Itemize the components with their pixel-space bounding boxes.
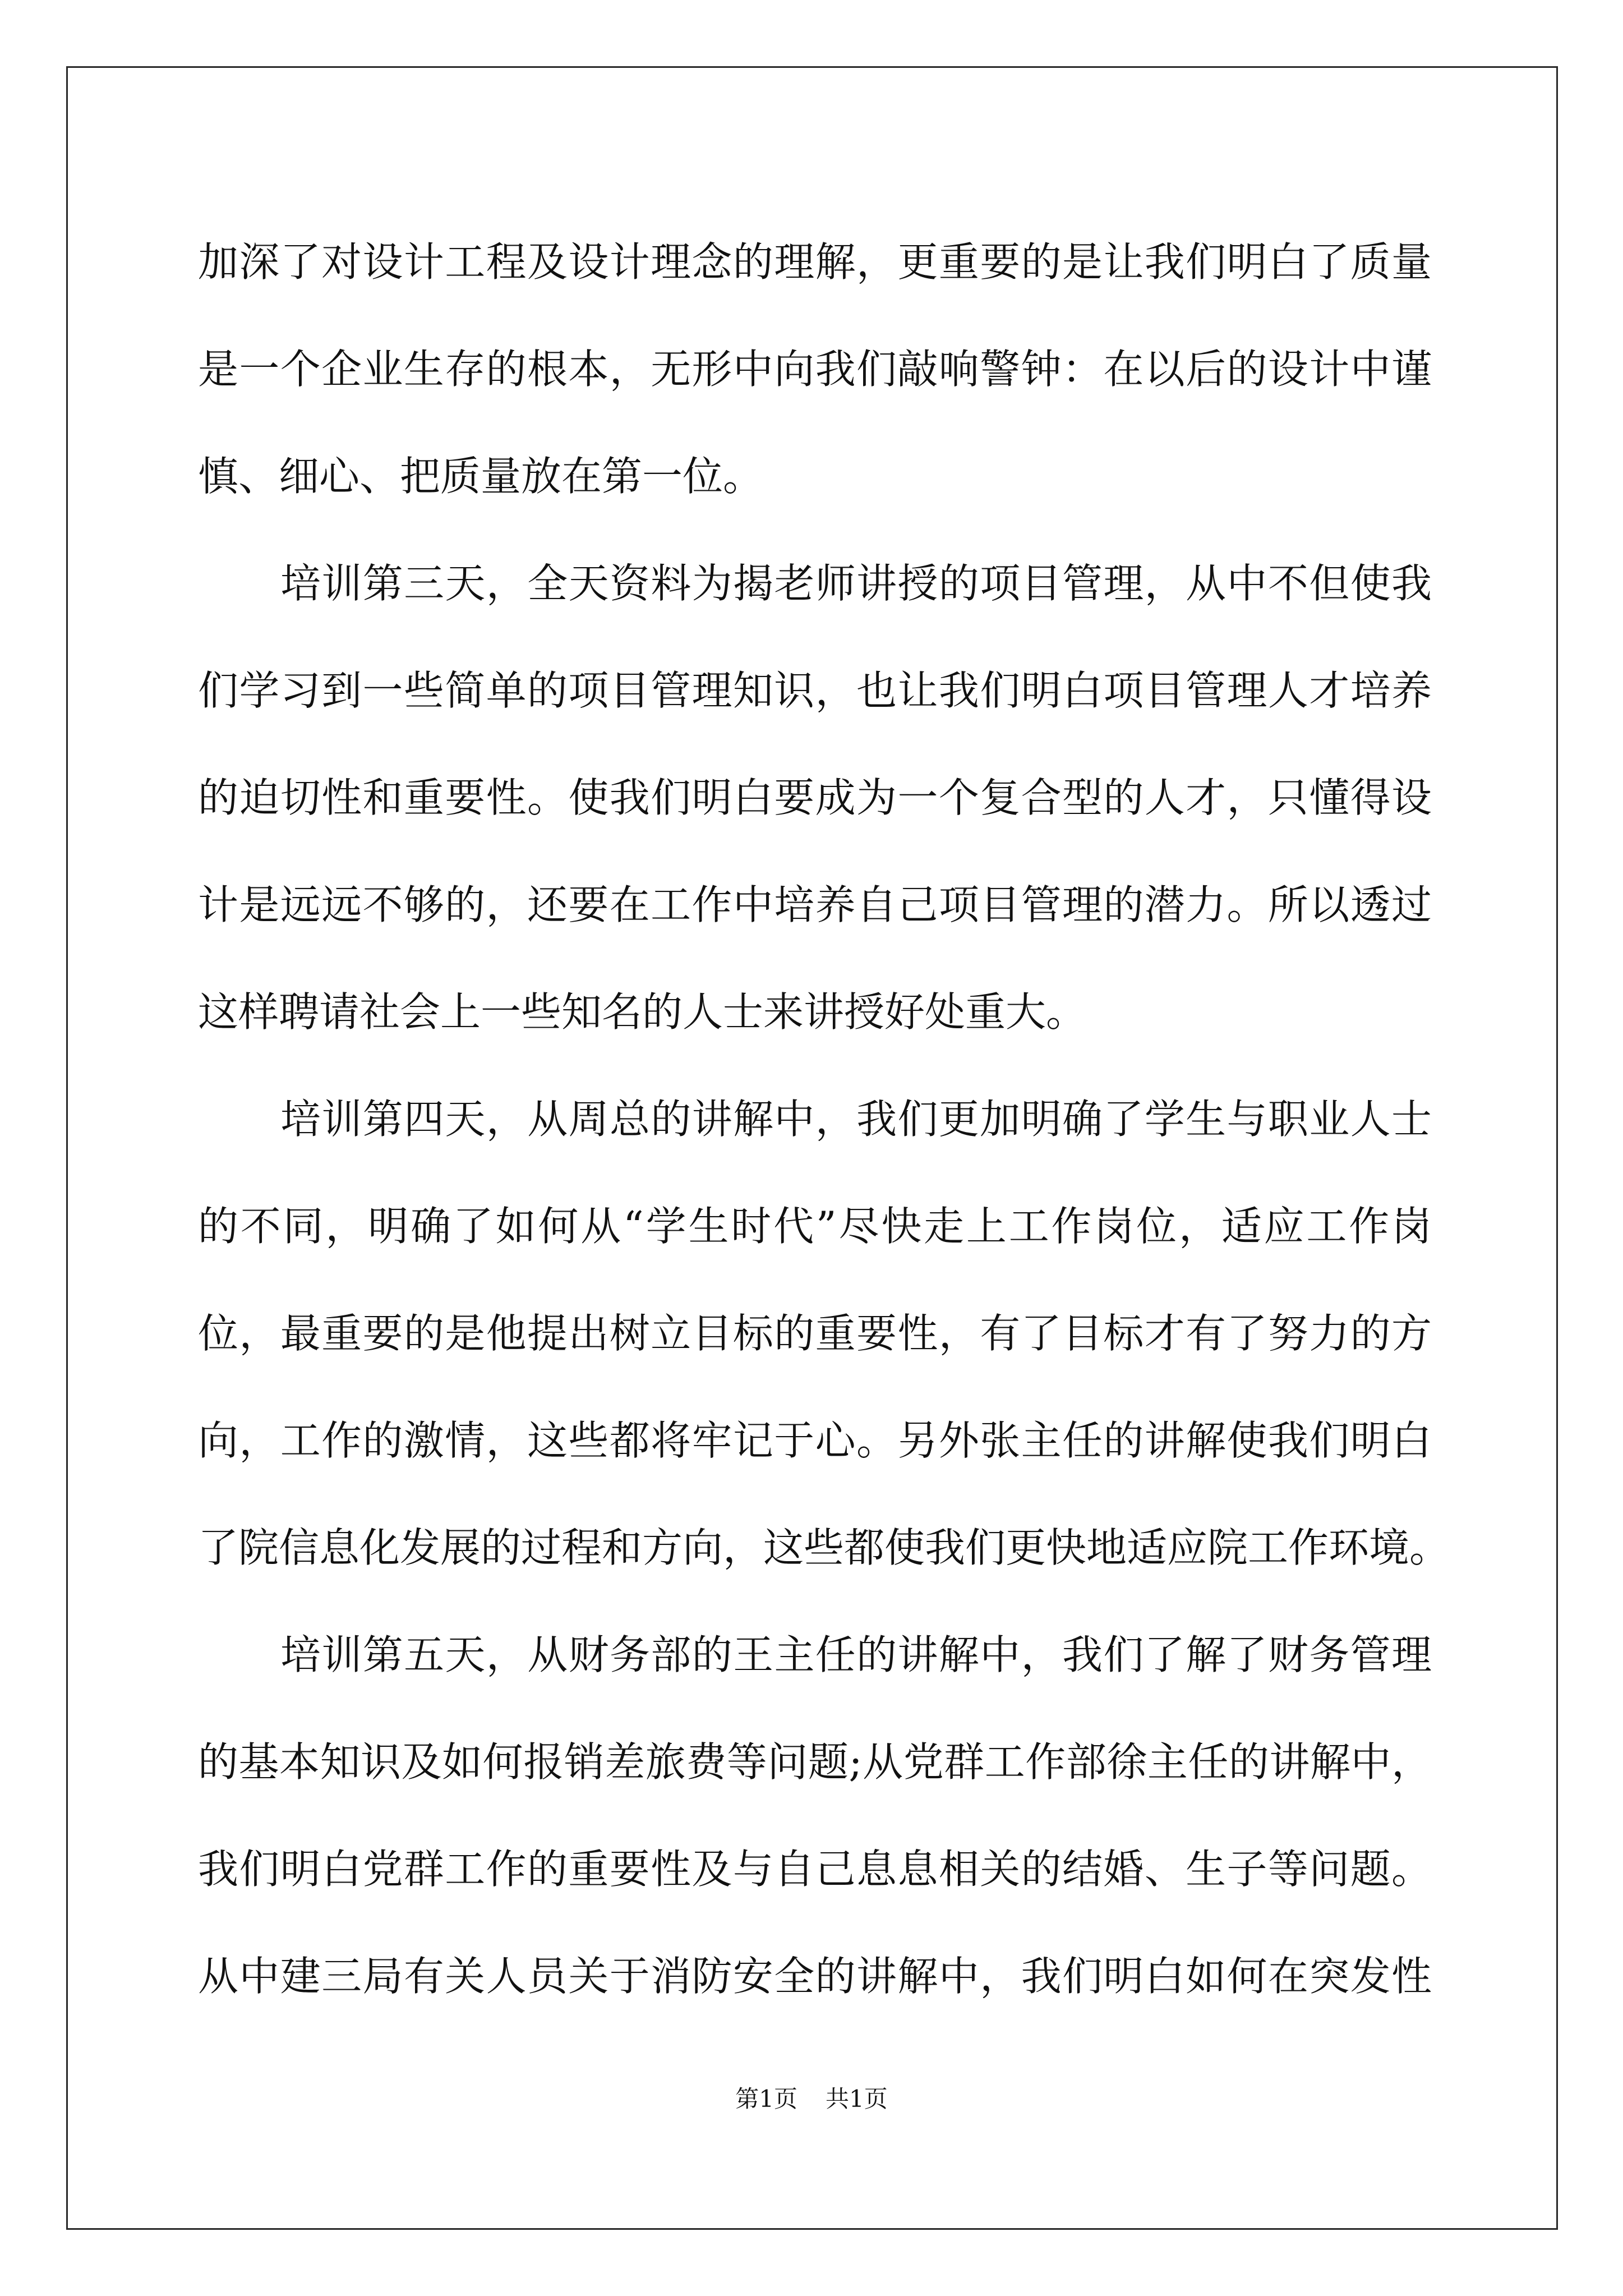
page-total: 共1页 bbox=[826, 2085, 888, 2113]
text-line: 向，工作的激情，这些都将牢记于心。另外张主任的讲解使我们明白 bbox=[198, 1417, 1432, 1464]
text-line: 是一个企业生存的根本，无形中向我们敲响警钟：在以后的设计中谨 bbox=[198, 346, 1432, 393]
text-line: 这样聘请社会上一些知名的人士来讲授好处重大。 bbox=[198, 988, 1087, 1036]
text-line: 的迫切性和重要性。使我们明白要成为一个复合型的人才，只懂得设 bbox=[198, 774, 1432, 821]
text-line: 加深了对设计工程及设计理念的理解，更重要的是让我们明白了质量 bbox=[198, 238, 1432, 286]
text-line: 位，最重要的是他提出树立目标的重要性，有了目标才有了努力的方 bbox=[198, 1310, 1432, 1357]
text-line: 了院信息化发展的过程和方向，这些都使我们更快地适应院工作环境。 bbox=[198, 1524, 1450, 1571]
text-line: 从中建三局有关人员关于消防安全的讲解中，我们明白如何在突发性 bbox=[198, 1953, 1432, 2000]
document-body bbox=[198, 209, 1450, 2030]
text-line: 们学习到一些简单的项目管理知识，也让我们明白项目管理人才培养 bbox=[198, 667, 1432, 714]
text-line: 慎、细心、把质量放在第一位。 bbox=[198, 453, 764, 500]
text-line: 的不同，明确了如何从“学生时代”尽快走上工作岗位，适应工作岗 bbox=[198, 1203, 1432, 1250]
paragraph-start-line: 培训第三天，全天资料为揭老师讲授的项目管理，从中不但使我 bbox=[280, 560, 1432, 607]
paragraph-start-line: 培训第四天，从周总的讲解中，我们更加明确了学生与职业人士 bbox=[280, 1096, 1432, 1143]
page-number: 第1页 bbox=[735, 2085, 797, 2113]
paragraph-start-line: 培训第五天，从财务部的王主任的讲解中，我们了解了财务管理 bbox=[280, 1631, 1432, 1678]
text-line: 计是远远不够的，还要在工作中培养自己项目管理的潜力。所以透过 bbox=[198, 881, 1432, 928]
text-line: 我们明白党群工作的重要性及与自己息息相关的结婚、生子等问题。 bbox=[198, 1846, 1432, 1893]
page-footer bbox=[0, 2082, 1623, 2116]
text-line: 的基本知识及如何报销差旅费等问题;从党群工作部徐主任的讲解中， bbox=[198, 1738, 1432, 1786]
